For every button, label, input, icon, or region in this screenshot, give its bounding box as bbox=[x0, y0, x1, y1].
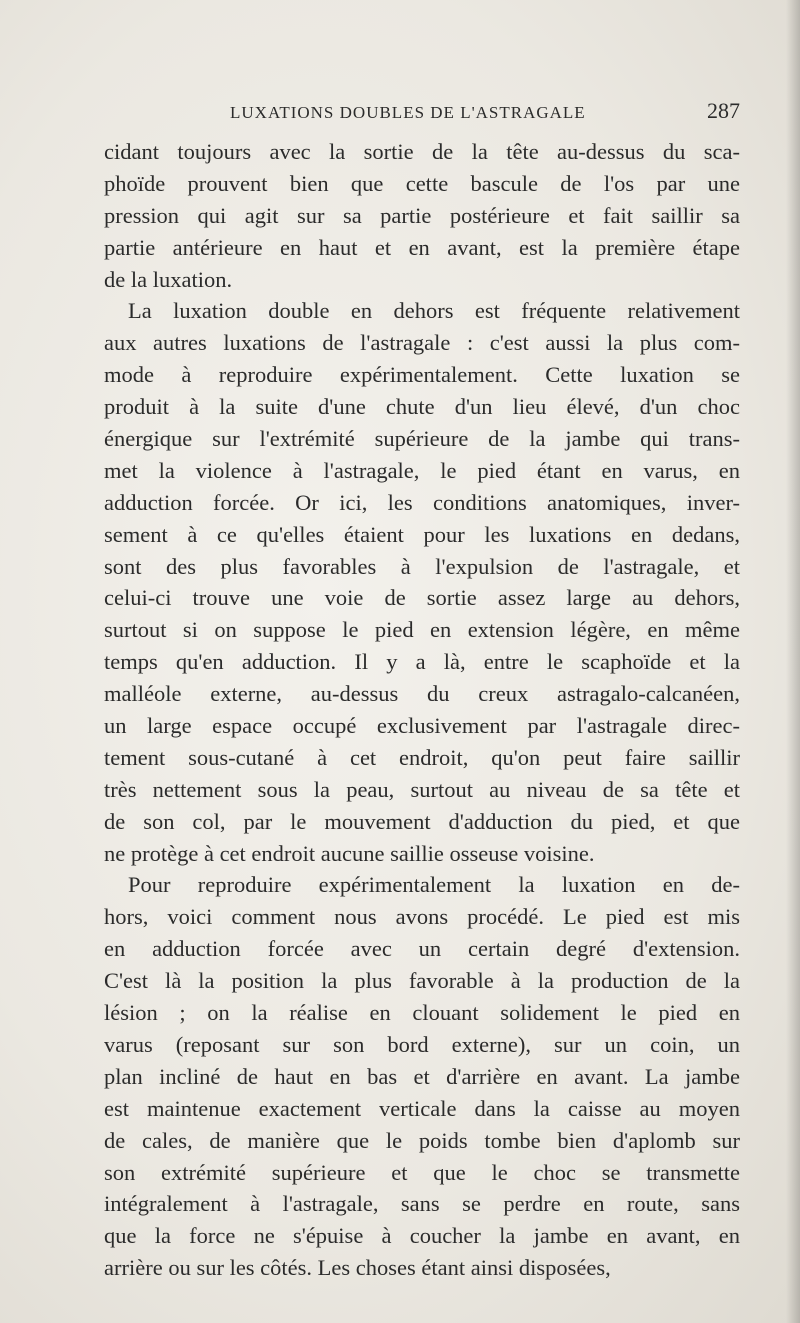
text-line: partie antérieure en haut et en avant, est la première étape bbox=[104, 234, 740, 260]
text-line: surtout si on suppose le pied en extension légère, en même bbox=[104, 617, 740, 643]
text-line: produit à la suite d'une chute d'un lieu élevé, d'un choc bbox=[104, 394, 740, 420]
text-line: lésion ; on la réalise en clouant solidement le pied en bbox=[104, 1000, 740, 1026]
body-text bbox=[104, 136, 740, 1284]
running-title: LUXATIONS DOUBLES DE L'ASTRAGALE bbox=[230, 103, 586, 122]
text-line: aux autres luxations de l'astragale : c'est aussi la plus com- bbox=[104, 330, 740, 356]
text-line: très nettement sous la peau, surtout au niveau de sa tête et bbox=[104, 776, 740, 802]
page-header bbox=[230, 98, 740, 124]
text-line: temps qu'en adduction. Il y a là, entre le scaphoïde et la bbox=[104, 649, 740, 675]
text-line: en adduction forcée avec un certain degré d'extension. bbox=[104, 936, 740, 962]
text-line: mode à reproduire expérimentalement. Cette luxation se bbox=[104, 362, 740, 388]
text-line: cidant toujours avec la sortie de la tête au-dessus du sca- bbox=[104, 139, 740, 164]
text-line: plan incliné de haut en bas et d'arrière en avant. La jambe bbox=[104, 1063, 740, 1089]
text-line: arrière ou sur les côtés. Les choses étant ainsi disposées, bbox=[104, 1255, 611, 1281]
text-line: un large espace occupé exclusivement par l'astragale direc- bbox=[104, 713, 740, 739]
text-line: de la luxation. bbox=[104, 266, 233, 292]
text-line: de son col, par le mouvement d'adduction du pied, et que bbox=[104, 808, 740, 834]
scan-edge-shadow bbox=[786, 0, 800, 1323]
text-line: sont des plus favorables à l'expulsion de l'astragale, et bbox=[104, 553, 740, 579]
text-line: malléole externe, au-dessus du creux astragalo-calcanéen, bbox=[104, 681, 740, 707]
text-line: que la force ne s'épuise à coucher la jambe en avant, en bbox=[104, 1223, 740, 1249]
text-line: C'est là la position la plus favorable à la production de la bbox=[104, 968, 740, 994]
page-number: 287 bbox=[707, 98, 740, 123]
text-line: met la violence à l'astragale, le pied étant en varus, en bbox=[104, 457, 740, 483]
text-line: énergique sur l'extrémité supérieure de la jambe qui trans- bbox=[104, 426, 740, 452]
text-line: celui-ci trouve une voie de sortie assez large au dehors, bbox=[104, 585, 740, 611]
text-line: adduction forcée. Or ici, les conditions anatomiques, inver- bbox=[104, 489, 740, 515]
text-line: intégralement à l'astragale, sans se perdre en route, sans bbox=[104, 1191, 740, 1217]
text-line: de cales, de manière que le poids tombe bien d'aplomb sur bbox=[104, 1127, 740, 1153]
text-line: La luxation double en dehors est fréquente relativement bbox=[128, 298, 740, 324]
text-line: sement à ce qu'elles étaient pour les luxations en dedans, bbox=[104, 521, 740, 547]
text-line: varus (reposant sur son bord externe), sur un coin, un bbox=[104, 1031, 740, 1057]
text-line: hors, voici comment nous avons procédé. Le pied est mis bbox=[104, 904, 740, 930]
text-line: phoïde prouvent bien que cette bascule de l'os par une bbox=[104, 170, 740, 196]
text-line: tement sous-cutané à cet endroit, qu'on peut faire saillir bbox=[104, 744, 740, 770]
text-line: son extrémité supérieure et que le choc se transmette bbox=[104, 1159, 740, 1185]
text-line: pression qui agit sur sa partie postérieure et fait saillir sa bbox=[104, 202, 740, 228]
text-line: est maintenue exactement verticale dans la caisse au moyen bbox=[104, 1095, 740, 1121]
text-line: Pour reproduire expérimentalement la luxation en de- bbox=[128, 872, 740, 898]
text-line: ne protège à cet endroit aucune saillie osseuse voisine. bbox=[104, 840, 595, 866]
